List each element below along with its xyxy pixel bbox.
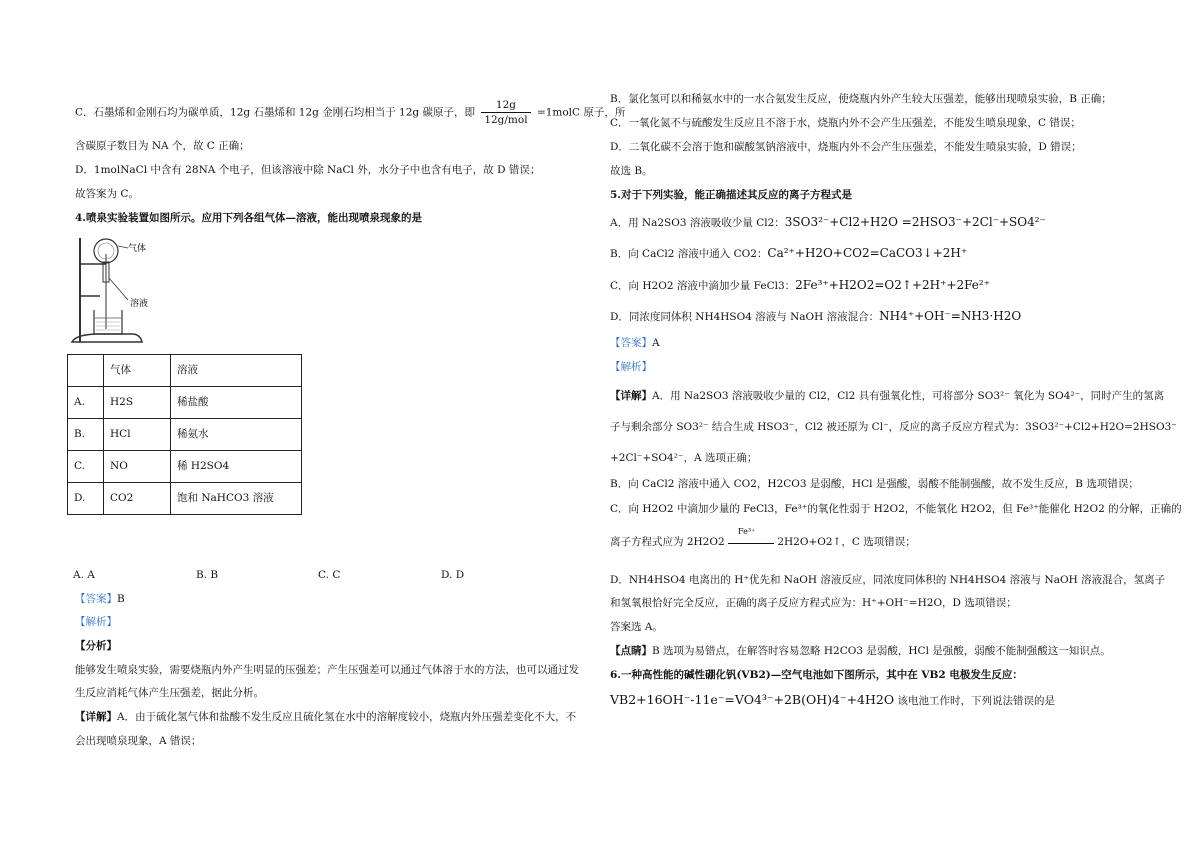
table-cell: 饱和 NaHCO3 溶液	[171, 483, 302, 515]
answer-tag: 【答案】	[610, 337, 652, 349]
q4-final-answer: 故选 B。	[610, 165, 653, 177]
q4-fenxi-tag: 【分析】	[75, 640, 117, 652]
table-cell: H2S	[104, 387, 171, 419]
table-row	[68, 483, 302, 515]
xiangjie-tag: 【详解】	[610, 390, 652, 402]
q5-xiangjie-a	[610, 389, 1164, 403]
q4-choice-b: B. B	[196, 569, 219, 581]
table-header-row	[68, 355, 302, 387]
table-cell: CO2	[104, 483, 171, 515]
q5b-equation: Ca²⁺+H2O+CO2=CaCO3↓+2H⁺	[767, 246, 968, 260]
table-cell: B.	[68, 419, 104, 451]
q5a-text: A．用 Na2SO3 溶液吸收少量 Cl2：	[610, 217, 785, 229]
q5c-text: C．向 H2O2 溶液中滴加少量 FeCl3：	[610, 280, 796, 292]
figure-label-gas: 气体	[128, 243, 147, 253]
table-cell: C.	[68, 451, 104, 483]
xiangjie-a-line1: A．由于硫化氢气体和盐酸不发生反应且硫化氢在水中的溶解度较小，烧瓶内外压强差变化不大，不	[117, 711, 577, 723]
q5-final-answer: 答案选 A。	[610, 621, 663, 633]
table-cell: D.	[68, 483, 104, 515]
q5c-equation: 2Fe³⁺+H2O2=O2↑+2H⁺+2Fe²⁺	[795, 278, 991, 292]
q3c-fraction	[481, 98, 530, 127]
q5-xiangjie-c-line2	[610, 527, 916, 549]
answer-tag: 【答案】	[75, 593, 117, 605]
q3c-text-post: =1molC 原子，所	[536, 106, 626, 119]
q6-stem: 6.一种高性能的碱性硼化钒(VB2)—空气电池如下图所示，其中在 VB2 电极发生反应：	[610, 669, 1023, 681]
q4-xiangjie-a	[75, 710, 576, 724]
table-cell: NO	[104, 451, 171, 483]
gas-pointer	[118, 246, 128, 248]
q5-stem: 5.对于下列实验，能正确描述其反应的离子方程式是	[610, 189, 852, 201]
q6-tail: 该电池工作时，下列说法错误的是	[894, 695, 1055, 707]
q4-fenxi-line2: 生反应消耗气体产生压强差，据此分析。	[75, 687, 264, 699]
xiangjie-tag: 【详解】	[75, 711, 117, 723]
figure-label-solution: 溶液	[130, 298, 149, 308]
q3-option-c	[75, 98, 625, 127]
dropper-pointer	[109, 278, 128, 300]
q4-stem: 4.喷泉实验装置如图所示。应用下列各组气体—溶液，能出现喷泉现象的是	[75, 212, 422, 224]
q4-fenxi-line1: 能够发生喷泉实验，需要烧瓶内外产生明显的压强差；产生压强差可以通过气体溶于水的方法，也可以通过发	[75, 664, 579, 676]
q5-xiangjie-d-line2: 和氢氧根恰好完全反应，正确的离子反应方程式应为：H⁺+OH⁻=H2O，D 选项错误；	[610, 597, 1017, 609]
q5-xiangjie-a-line3: +2Cl⁻+SO4²⁻，A 选项正确；	[610, 452, 758, 464]
answer-value: B	[117, 593, 125, 605]
q5b-text: B．向 CaCl2 溶液中通入 CO2：	[610, 248, 768, 260]
table-cell: 稀盐酸	[171, 387, 302, 419]
table-cell: 稀氨水	[171, 419, 302, 451]
catalyst-arrow	[728, 527, 774, 548]
q3-option-d: D．1molNaCl 中含有 28NA 个电子，但该溶液中除 NaCl 外，水分子中也含有电子，故 D 错误；	[75, 164, 541, 176]
q5-option-c	[610, 277, 990, 293]
q4-choice-c: C. C	[318, 569, 341, 581]
table-row	[68, 451, 302, 483]
q4-jiexi-tag: 【解析】	[75, 616, 117, 628]
table-cell	[68, 355, 104, 387]
q3-answer: 故答案为 C。	[75, 188, 139, 200]
q5-xiangjie-d-line1: D．NH4HSO4 电离出的 H⁺优先和 NaOH 溶液反应，同浓度同体积的 NH4HSO4 溶液与 NaOH 溶液混合，氢离子	[610, 574, 1166, 586]
table-row	[68, 387, 302, 419]
table-cell: 溶液	[171, 355, 302, 387]
q5-xiangjie-c-line1: C．向 H2O2 中滴加少量的 FeCl3，Fe³⁺的氧化性弱于 H2O2，不能氧化 H2O2，但 Fe³⁺能催化 H2O2 的分解，正确的	[610, 503, 1182, 515]
q5d-equation: NH4⁺+OH⁻=NH3·H2O	[879, 309, 1022, 323]
q4-option-d-explain: D．二氧化碳不会溶于饱和碳酸氢钠溶液中，烧瓶内外不会产生压强差，不能发生喷泉实验，D 错误；	[610, 141, 1082, 153]
q4-choice-d: D. D	[441, 569, 465, 581]
answer-value: A	[652, 337, 660, 349]
q5-jiexi-tag: 【解析】	[610, 361, 652, 373]
q5d-text: D．同浓度同体积 NH4HSO4 溶液与 NaOH 溶液混合：	[610, 311, 880, 323]
q3c-fraction-den: 12g/mol	[484, 114, 528, 127]
q3c-fraction-num: 12g	[481, 98, 530, 113]
q5-c-eq-post: 2H2O+O2↑，C 选项错误；	[777, 536, 916, 548]
q3c-text-pre: C．石墨烯和金刚石均为碳单质，12g 石墨烯和 12g 金刚石均相当于 12g 碳原子，即	[75, 106, 475, 119]
q5a-equation: 3SO3²⁻+Cl2+H2O =2HSO3⁻+2Cl⁻+SO4²⁻	[784, 215, 1046, 229]
fountain-apparatus-figure	[70, 234, 180, 352]
q4-answer	[75, 592, 125, 606]
q5-dianjing	[610, 644, 1111, 658]
q3-option-c-line2: 含碳原子数目为 NA 个，故 C 正确；	[75, 140, 250, 152]
q5-option-b	[610, 245, 967, 261]
q5-xiangjie-a-line1: A．用 Na2SO3 溶液吸收少量的 Cl2，Cl2 具有强氧化性，可将部分 SO3²⁻ 氧化为 SO4²⁻，同时产生的氢离	[652, 390, 1165, 402]
q4-options-table	[67, 354, 302, 515]
q6-equation-line	[610, 692, 1055, 709]
q5-option-a	[610, 214, 1046, 230]
catalyst-bar	[728, 543, 774, 544]
q5-answer	[610, 336, 660, 350]
dianjing-tag: 【点睛】	[610, 645, 652, 657]
dianjing-text: B 选项为易错点，在解答时容易忽略 H2CO3 是弱酸，HCl 是强酸，弱酸不能制强酸这一知识点。	[652, 645, 1111, 657]
q4-option-b-explain: B．氯化氢可以和稀氨水中的一水合氨发生反应，使烧瓶内外产生较大压强差，能够出现喷泉实验，B 正确；	[610, 93, 1112, 105]
q5-option-d	[610, 308, 1021, 324]
table-cell: 气体	[104, 355, 171, 387]
q6-equation: VB2+16OH⁻-11e⁻=VO4³⁻+2B(OH)4⁻+4H2O	[610, 692, 895, 707]
q5-xiangjie-a-line2: 子与剩余部分 SO3²⁻ 结合生成 HSO3⁻，Cl2 被还原为 Cl⁻，反应的离子反应方程式为：3SO3²⁻+Cl2+H2O=2HSO3⁻	[610, 421, 1177, 433]
q5-c-eq-pre: 离子方程式应为 2H2O2	[610, 536, 725, 548]
catalyst-label: Fe³⁺	[738, 527, 756, 536]
q4-xiangjie-a-line2: 会出现喷泉现象，A 错误；	[75, 735, 202, 747]
table-cell: 稀 H2SO4	[171, 451, 302, 483]
table-cell: HCl	[104, 419, 171, 451]
table-cell: A.	[68, 387, 104, 419]
table-row	[68, 419, 302, 451]
q4-choice-a: A. A	[73, 569, 95, 581]
q5-xiangjie-b: B．向 CaCl2 溶液中通入 CO2，H2CO3 是弱酸，HCl 是强酸，弱酸不能制强酸，故不发生反应，B 选项错误；	[610, 478, 1139, 490]
stand-base	[72, 334, 142, 342]
q4-option-c-explain: C．一氧化氮不与硫酸发生反应且不溶于水，烧瓶内外不会产生压强差，不能发生喷泉现象，C 错误；	[610, 117, 1081, 129]
